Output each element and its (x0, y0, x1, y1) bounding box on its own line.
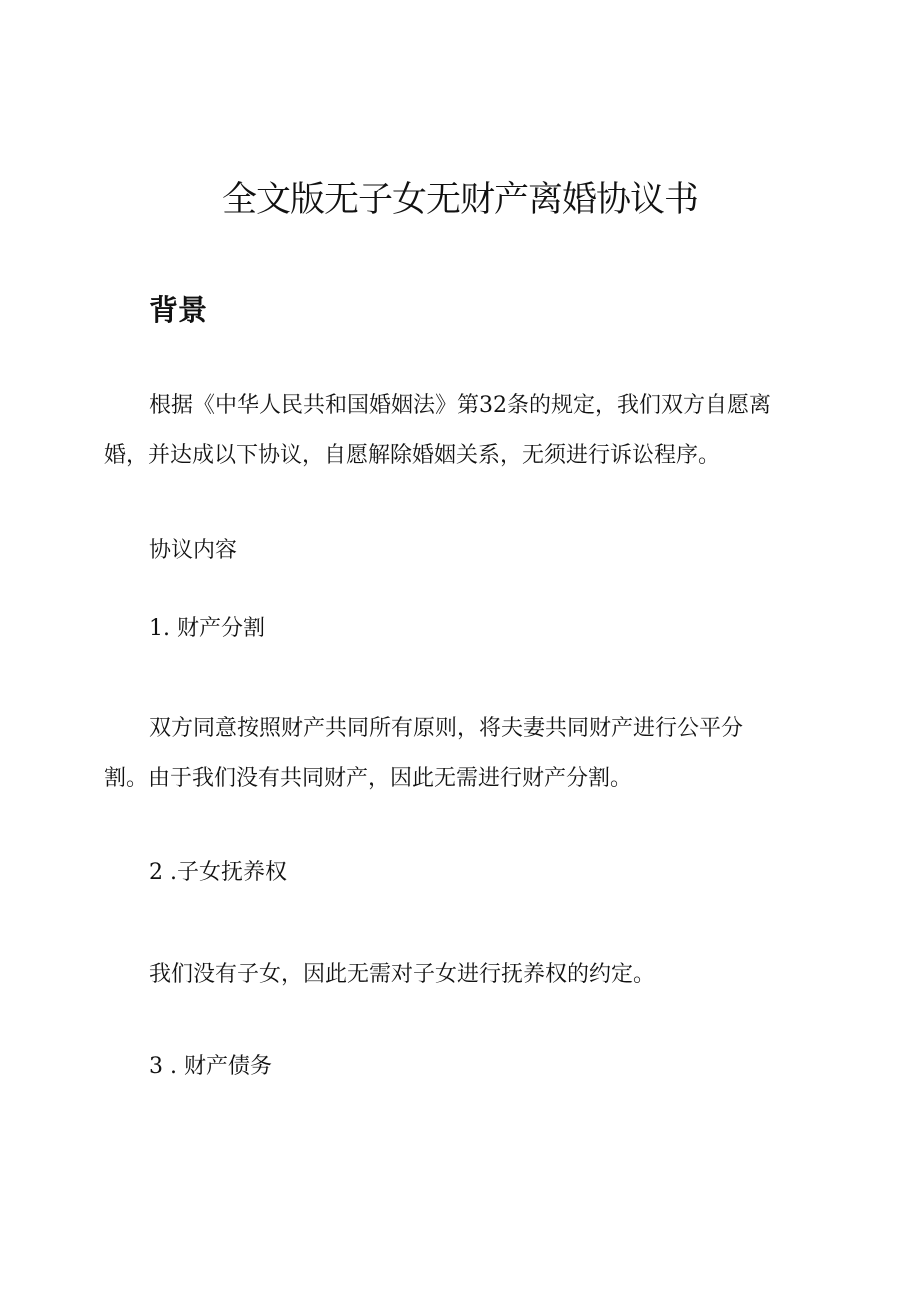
agreement-content-label: 协议内容 (149, 538, 238, 563)
item-1-label: 1. 财产分割 (149, 616, 265, 641)
item-3-label: 3 . 财产债务 (149, 1054, 272, 1079)
item-2-label: 2 .子女抚养权 (149, 860, 287, 885)
item-2-paragraph (104, 950, 824, 1000)
paragraph-line: 我们没有子女，因此无需对子女进行抚养权的约定。 (149, 962, 656, 987)
background-paragraph (104, 381, 824, 481)
paragraph-line: 割。由于我们没有共同财产，因此无需进行财产分割。 (104, 766, 633, 791)
paragraph-line: 双方同意按照财产共同所有原则，将夫妻共同财产进行公平分 (149, 716, 744, 741)
section-heading-background: 背景 (149, 293, 208, 327)
paragraph-line: 婚，并达成以下协议，自愿解除婚姻关系，无须进行诉讼程序。 (104, 443, 721, 468)
item-1-paragraph (104, 704, 824, 804)
paragraph-line: 根据《中华人民共和国婚姻法》第32条的规定，我们双方自愿离 (149, 393, 771, 418)
document-title: 全文版无子女无财产离婚协议书 (221, 180, 698, 220)
